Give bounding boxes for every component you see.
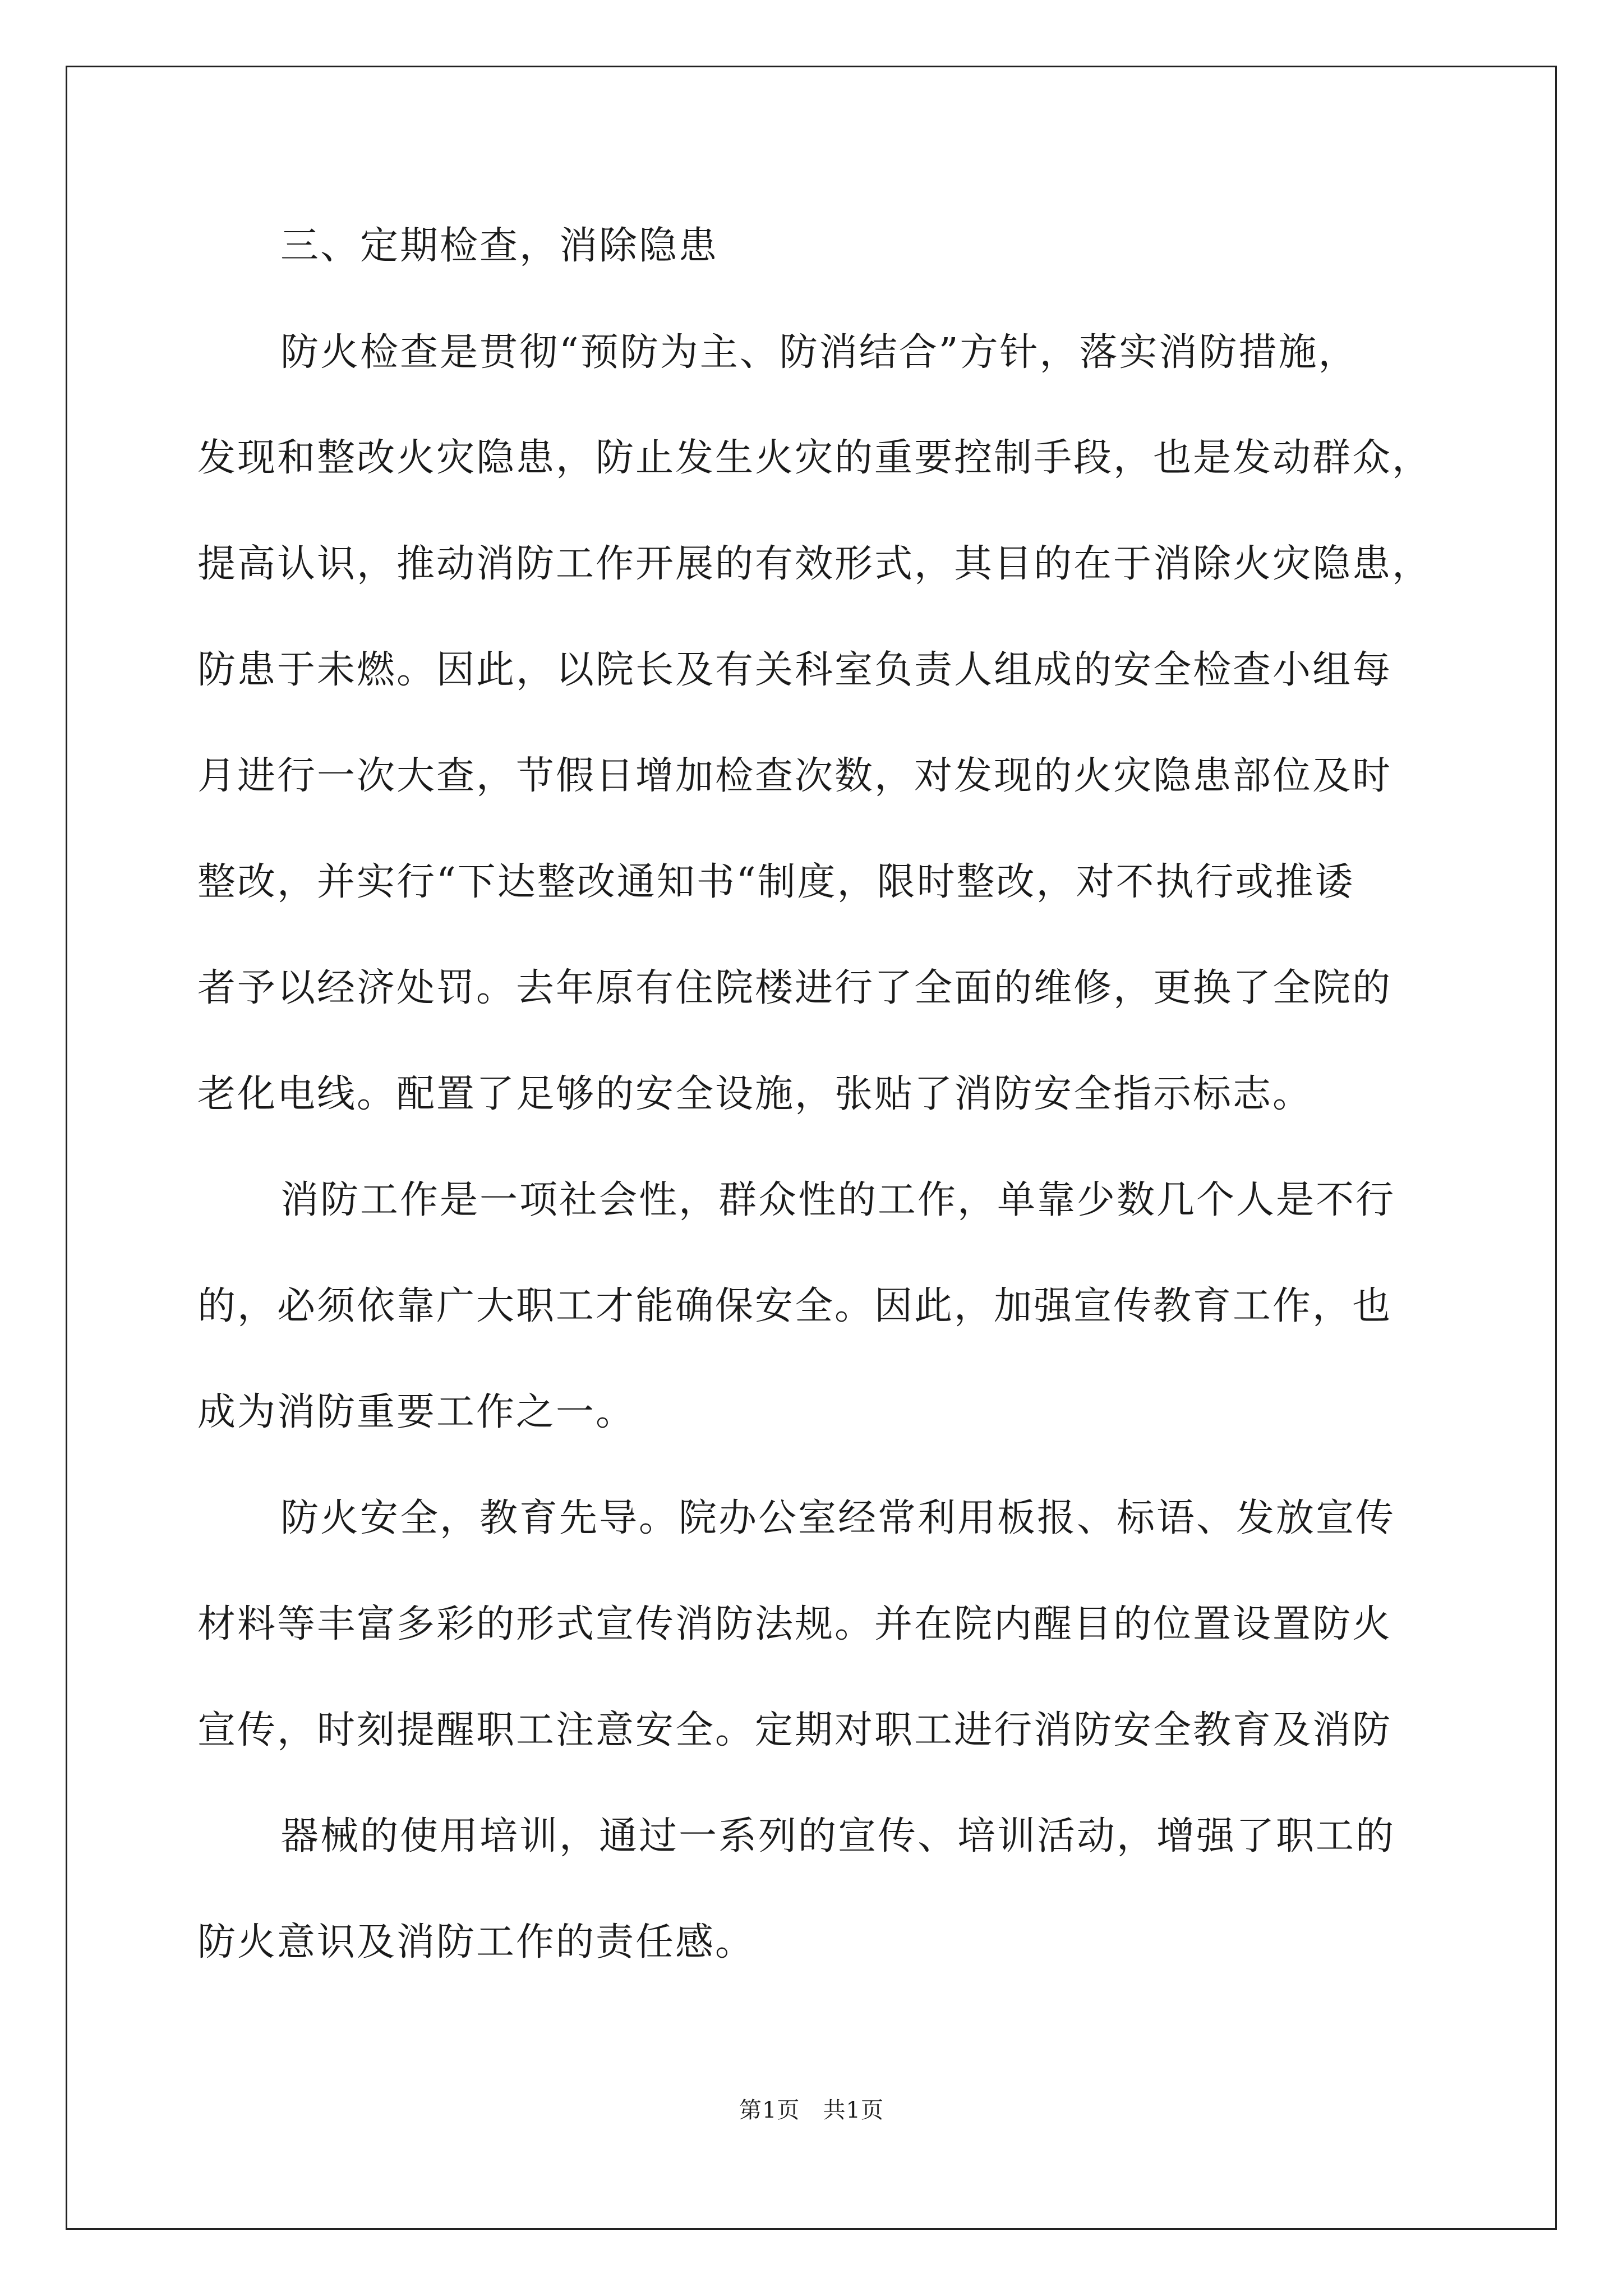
page-border bbox=[66, 66, 1557, 2230]
paragraph-line: 的，必须依靠广大职工才能确保安全。因此，加强宣传教育工作，也 bbox=[197, 1284, 1393, 1328]
paragraph-line: 成为消防重要工作之一。 bbox=[197, 1390, 636, 1434]
paragraph-line: 月进行一次大查，节假日增加检查次数，对发现的火灾隐患部位及时 bbox=[197, 754, 1393, 798]
paragraph-line: 老化电线。配置了足够的安全设施，张贴了消防安全指示标志。 bbox=[197, 1072, 1313, 1116]
paragraph-line: 消防工作是一项社会性，群众性的工作，单靠少数几个人是不行 bbox=[280, 1178, 1396, 1222]
paragraph-line: 器械的使用培训，通过一系列的宣传、培训活动，增强了职工的 bbox=[280, 1814, 1396, 1858]
section-heading: 三、定期检查，消除隐患 bbox=[280, 224, 719, 268]
paragraph-line: 防火意识及消防工作的责任感。 bbox=[197, 1920, 755, 1964]
paragraph-line: 宣传，时刻提醒职工注意安全。定期对职工进行消防安全教育及消防 bbox=[197, 1708, 1393, 1752]
paragraph-line: 整改，并实行“下达整改通知书“制度，限时整改，对不执行或推诿 bbox=[197, 860, 1355, 904]
paragraph-line: 防患于未燃。因此，以院长及有关科室负责人组成的安全检查小组每 bbox=[197, 648, 1393, 692]
paragraph-line: 发现和整改火灾隐患，防止发生火灾的重要控制手段，也是发动群众， bbox=[197, 436, 1432, 480]
page-number-footer: 第1页 共1页 bbox=[739, 2097, 884, 2123]
paragraph-line: 防火检查是贯彻“预防为主、防消结合”方针，落实消防措施， bbox=[280, 330, 1358, 375]
paragraph-line: 提高认识，推动消防工作开展的有效形式，其目的在于消除火灾隐患， bbox=[197, 542, 1432, 586]
paragraph-line: 防火安全，教育先导。院办公室经常利用板报、标语、发放宣传 bbox=[280, 1496, 1396, 1540]
paragraph-line: 材料等丰富多彩的形式宣传消防法规。并在院内醒目的位置设置防火 bbox=[197, 1602, 1393, 1646]
paragraph-line: 者予以经济处罚。去年原有住院楼进行了全面的维修，更换了全院的 bbox=[197, 966, 1393, 1010]
